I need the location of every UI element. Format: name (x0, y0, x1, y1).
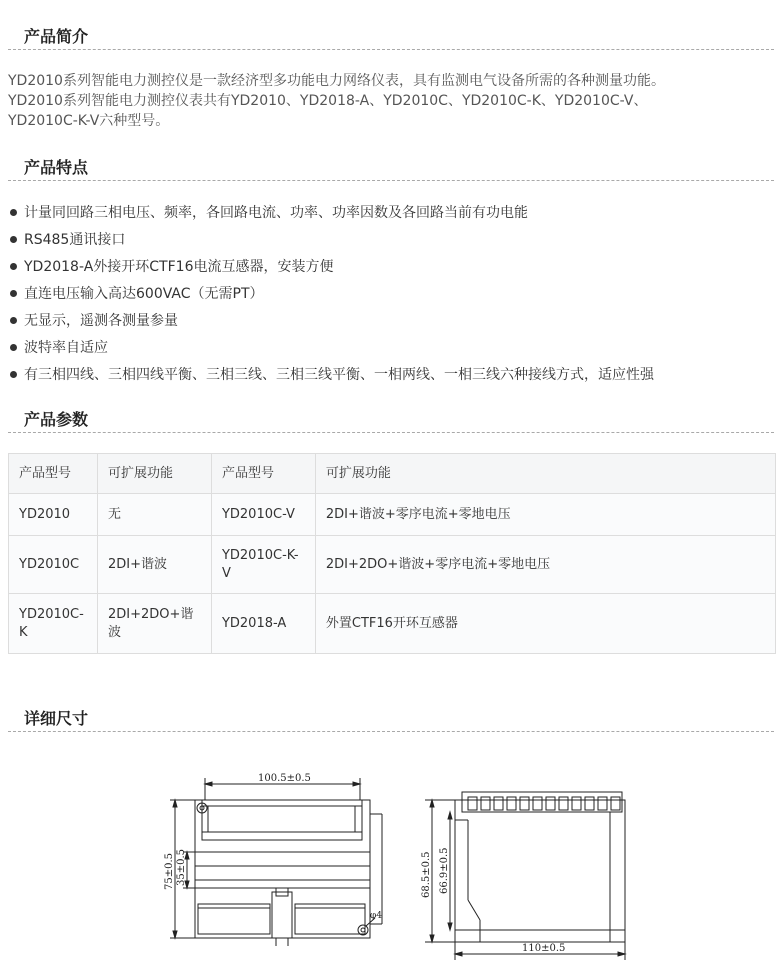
bullet-icon (10, 290, 17, 297)
table-cell: 2DI+谐波+零序电流+零地电压 (315, 494, 775, 536)
dim-hole: φ4 (370, 911, 383, 921)
feature-list (8, 200, 774, 389)
section-params-title: 产品参数 (24, 410, 89, 429)
intro-line: YD2010系列智能电力测控仪是一款经济型多功能电力网络仪表，具有监测电气设备所需的各种测量功能。 (8, 73, 665, 89)
table-cell: 2DI+谐波 (97, 536, 211, 594)
table-cell: YD2010C-K (9, 594, 98, 654)
section-features-header (8, 157, 774, 181)
table-cell: 无 (97, 494, 211, 536)
table-cell: YD2010 (9, 494, 98, 536)
table-cell: 外置CTF16开环互感器 (315, 594, 775, 654)
bullet-icon (10, 344, 17, 351)
section-intro-header (8, 26, 774, 50)
table-row (9, 494, 776, 536)
dimension-drawing (150, 770, 640, 970)
table-row (9, 536, 776, 594)
bullet-icon (10, 317, 17, 324)
dim-height-side-outer: 68.5±0.5 (421, 851, 432, 898)
feature-item: RS485通讯接口 (8, 227, 774, 254)
bullet-icon (10, 236, 17, 243)
intro-text (8, 71, 774, 131)
section-dimensions-header (8, 708, 774, 732)
feature-item: 波特率自适应 (8, 335, 774, 362)
feature-item: YD2018-A外接开环CTF16电流互感器，安装方便 (8, 254, 774, 281)
intro-line: YD2010C-K-V六种型号。 (8, 113, 170, 129)
section-features-title: 产品特点 (24, 158, 89, 177)
table-cell: YD2010C-K-V (211, 536, 315, 594)
table-header-cell: 产品型号 (9, 454, 98, 494)
dim-height-outer: 75±0.5 (164, 852, 175, 890)
table-cell: YD2010C-V (211, 494, 315, 536)
feature-item: 有三相四线、三相四线平衡、三相三线、三相三线平衡、一相两线、一相三线六种接线方式，适应性强 (8, 362, 774, 389)
table-header-cell: 产品型号 (211, 454, 315, 494)
bullet-icon (10, 371, 17, 378)
table-cell: YD2010C (9, 536, 98, 594)
bullet-icon (10, 209, 17, 216)
section-dimensions-title: 详细尺寸 (24, 709, 89, 728)
bullet-icon (10, 263, 17, 270)
params-table (8, 453, 776, 654)
feature-item: 计量同回路三相电压、频率，各回路电流、功率、功率因数及各回路当前有功电能 (8, 200, 774, 227)
table-cell: 2DI+2DO+谐波 (97, 594, 211, 654)
section-params-header (8, 409, 774, 433)
table-row (9, 594, 776, 654)
section-intro-title: 产品简介 (24, 27, 89, 46)
dim-width-side: 110±0.5 (522, 943, 566, 954)
dim-height-inner: 35±0.5 (176, 848, 187, 886)
intro-line: YD2010系列智能电力测控仪表共有YD2010、YD2018-A、YD2010C、YD2010C-K、YD2010C-V、 (8, 93, 648, 109)
dimension-drawing-svg (150, 770, 640, 970)
dim-height-side: 66.9±0.5 (439, 847, 450, 894)
table-header-cell: 可扩展功能 (97, 454, 211, 494)
table-header-cell: 可扩展功能 (315, 454, 775, 494)
feature-item: 直连电压输入高达600VAC（无需PT） (8, 281, 774, 308)
feature-item: 无显示，遥测各测量参量 (8, 308, 774, 335)
table-cell: 2DI+2DO+谐波+零序电流+零地电压 (315, 536, 775, 594)
table-cell: YD2018-A (211, 594, 315, 654)
dim-width-front: 100.5±0.5 (258, 773, 311, 784)
table-header-row (9, 454, 776, 494)
